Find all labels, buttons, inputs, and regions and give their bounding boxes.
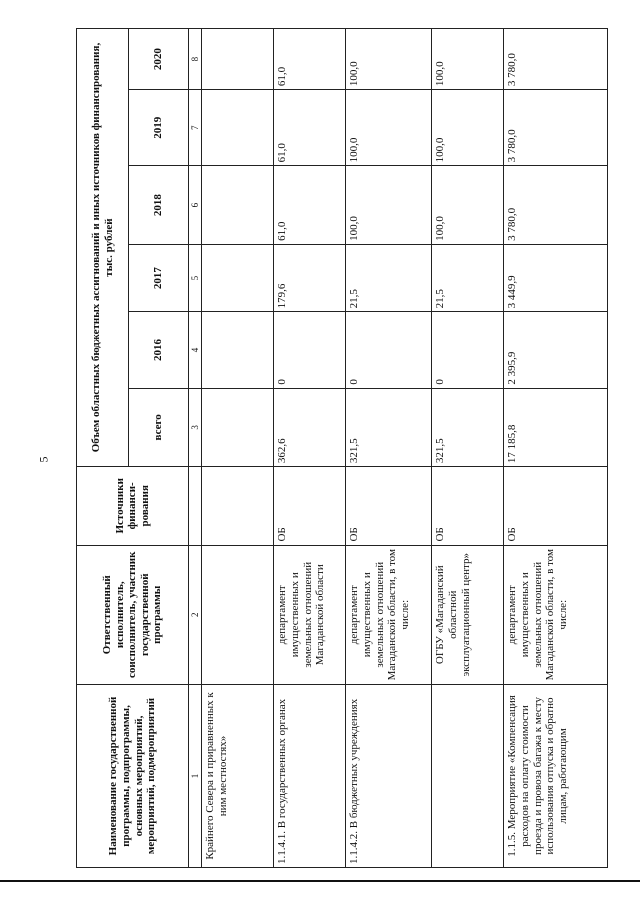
column-number: 8 (189, 29, 202, 90)
row-source: ОБ (432, 467, 504, 545)
row-executor: департамент имущественных и земельных отношений Магаданской области, в том числе: (504, 545, 608, 684)
table-row (274, 29, 346, 868)
row-value-2018: 100,0 (346, 166, 432, 244)
budget-table-container (76, 28, 606, 868)
header-year-2019: 2019 (129, 90, 189, 166)
column-number (189, 467, 202, 545)
header-year-2016: 2016 (129, 312, 189, 388)
header-total: всего (129, 388, 189, 466)
row-name: 1.1.4.1. В государственных органах (274, 684, 346, 867)
column-number: 1 (189, 684, 202, 867)
header-year-2017: 2017 (129, 244, 189, 312)
budget-table (76, 28, 608, 868)
row-source (202, 467, 274, 545)
row-value-2016: 2 395,9 (504, 312, 608, 388)
column-number: 4 (189, 312, 202, 388)
row-value-2016: 0 (346, 312, 432, 388)
row-source: ОБ (346, 467, 432, 545)
header-year-2020: 2020 (129, 29, 189, 90)
row-value-2019: 61,0 (274, 90, 346, 166)
row-value-2017: 21,5 (432, 244, 504, 312)
row-source: ОБ (274, 467, 346, 545)
row-value-2017: 3 449,9 (504, 244, 608, 312)
page-number: 5 (36, 456, 51, 463)
table-row (432, 29, 504, 868)
bottom-rule (0, 880, 640, 882)
column-number: 6 (189, 166, 202, 244)
row-name: Крайнего Севера и приравненных к ним местностях» (202, 684, 274, 867)
row-value-2018: 3 780,0 (504, 166, 608, 244)
column-number: 2 (189, 545, 202, 684)
header-volume: Объем областных бюджетных ассигнований и иных источников финансирования, тыс. рублей (77, 29, 129, 467)
row-total: 362,6 (274, 388, 346, 466)
row-value-2016: 0 (274, 312, 346, 388)
header-executor: Ответственный исполнитель, соисполнитель, участник государственной программы (77, 545, 189, 684)
row-value-2017 (202, 244, 274, 312)
row-total: 17 185,8 (504, 388, 608, 466)
row-value-2018: 61,0 (274, 166, 346, 244)
header-sources: Источники финанси-рования (77, 467, 189, 545)
row-source: ОБ (504, 467, 608, 545)
row-executor (202, 545, 274, 684)
column-number: 3 (189, 388, 202, 466)
row-total: 321,5 (432, 388, 504, 466)
header-year-2018: 2018 (129, 166, 189, 244)
column-number: 5 (189, 244, 202, 312)
table-row (202, 29, 274, 868)
row-executor: департамент имущественных и земельных отношений Магаданской области, в том числе: (346, 545, 432, 684)
row-value-2019 (202, 90, 274, 166)
row-name: 1.1.4.2. В бюджетных учреждениях (346, 684, 432, 867)
row-executor: департамент имущественных и земельных отношений Магаданской области (274, 545, 346, 684)
row-value-2016: 0 (432, 312, 504, 388)
column-number: 7 (189, 90, 202, 166)
row-value-2019: 3 780,0 (504, 90, 608, 166)
row-value-2020: 100,0 (432, 29, 504, 90)
row-value-2017: 21,5 (346, 244, 432, 312)
row-name (432, 684, 504, 867)
row-value-2019: 100,0 (432, 90, 504, 166)
row-value-2020: 3 780,0 (504, 29, 608, 90)
row-total: 321,5 (346, 388, 432, 466)
row-value-2020: 100,0 (346, 29, 432, 90)
table-row (346, 29, 432, 868)
row-executor: ОГБУ «Магаданский областной эксплуатационный центр» (432, 545, 504, 684)
row-value-2018: 100,0 (432, 166, 504, 244)
row-value-2020 (202, 29, 274, 90)
row-value-2016 (202, 312, 274, 388)
row-value-2018 (202, 166, 274, 244)
row-name: 1.1.5. Мероприятие «Компенсация расходов на оплату стоимости проезда и провоза багажа к месту использования отпуска и обратно лицам, работающим (504, 684, 608, 867)
row-value-2017: 179,6 (274, 244, 346, 312)
row-total (202, 388, 274, 466)
header-name: Наименование государственной программы, подпрограммы, основных мероприятий, мероприятий, подмероприятий (77, 684, 189, 867)
table-row (504, 29, 608, 868)
row-value-2020: 61,0 (274, 29, 346, 90)
row-value-2019: 100,0 (346, 90, 432, 166)
